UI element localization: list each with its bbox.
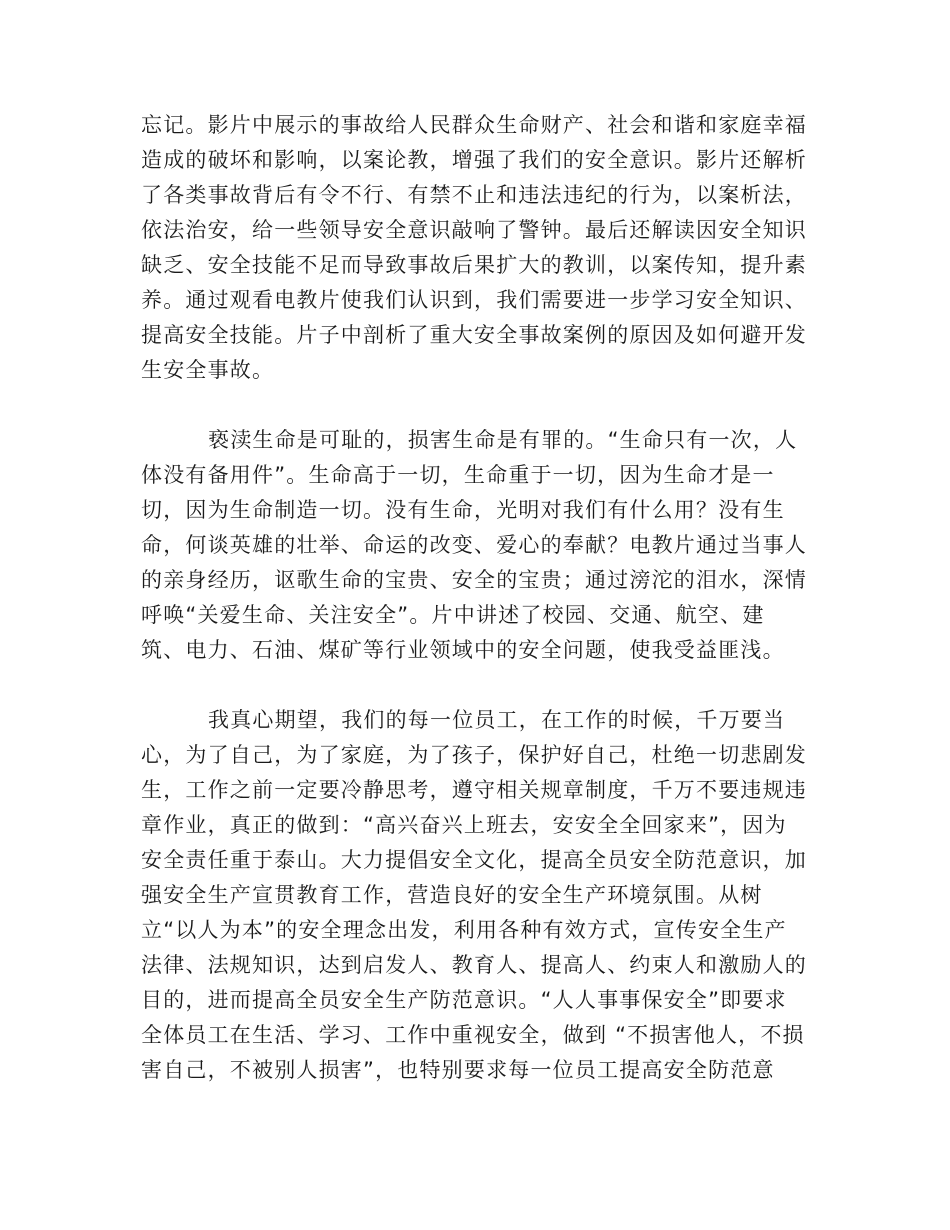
paragraph-2-line-7: 筑、电力、石油、煤矿等行业领域中的安全问题，使我受益匪浅。 xyxy=(141,638,785,662)
paragraph-3-line-10: 全体员工在生活、学习、工作中重视安全，做到 “不损害他人，不损 xyxy=(141,1023,805,1047)
paragraph-3-line-7: 立“以人为本”的安全理念出发，利用各种有效方式，宣传安全生产 xyxy=(141,918,787,942)
paragraph-1-line-2: 造成的破坏和影响，以案论教，增强了我们的安全意识。影片还解析 xyxy=(141,148,807,172)
paragraph-2-line-3: 切，因为生命制造一切。没有生命，光明对我们有什么用？没有生 xyxy=(141,498,785,522)
paragraph-2-line-4: 命，何谈英雄的壮举、命运的改变、爱心的奉献？电教片通过当事人 xyxy=(141,533,807,557)
paragraph-1-line-1: 忘记。影片中展示的事故给人民群众生命财产、社会和谐和家庭幸福 xyxy=(141,113,807,137)
paragraph-1-line-6: 养。通过观看电教片使我们认识到，我们需要进一步学习安全知识、 xyxy=(141,288,807,312)
paragraph-3-line-5: 安全责任重于泰山。大力提倡安全文化，提高全员安全防范意识，加 xyxy=(141,848,807,872)
paragraph-3-line-1: 我真心期望，我们的每一位员工，在工作的时候，千万要当 xyxy=(208,708,786,732)
paragraph-2-line-1: 亵渎生命是可耻的，损害生命是有罪的。“生命只有一次，人 xyxy=(208,428,798,452)
paragraph-3-line-2: 心，为了自己，为了家庭，为了孩子，保护好自己，杜绝一切悲剧发 xyxy=(141,743,807,767)
paragraph-3-line-3: 生，工作之前一定要冷静思考，遵守相关规章制度，千万不要违规违 xyxy=(141,778,807,802)
paragraph-1-line-8: 生安全事故。 xyxy=(141,358,275,382)
paragraph-2-line-6: 呼唤“关爱生命、关注安全”。片中讲述了校园、交通、航空、建 xyxy=(141,603,765,627)
paragraph-1-line-4: 依法治安，给一些领导安全意识敲响了警钟。最后还解读因安全知识 xyxy=(141,218,807,242)
paragraph-3-line-6: 强安全生产宣贯教育工作，营造良好的安全生产环境氛围。从树 xyxy=(141,883,763,907)
paragraph-3-line-9: 目的，进而提高全员安全生产防范意识。“人人事事保安全”即要求 xyxy=(141,988,787,1012)
paragraph-2-line-2: 体没有备用件”。生命高于一切，生命重于一切，因为生命才是一 xyxy=(141,463,775,487)
paragraph-2-line-5: 的亲身经历，讴歌生命的宝贵、安全的宝贵；通过滂沱的泪水，深情 xyxy=(141,568,807,592)
paragraph-3-line-8: 法律、法规知识，达到启发人、教育人、提高人、约束人和激励人的 xyxy=(141,953,807,977)
paragraph-3-line-11: 害自己，不被别人损害”，也特别要求每一位员工提高安全防范意 xyxy=(141,1058,775,1082)
paragraph-1-line-5: 缺乏、安全技能不足而导致事故后果扩大的教训，以案传知，提升素 xyxy=(141,253,807,277)
paragraph-1-line-3: 了各类事故背后有令不行、有禁不止和违法违纪的行为，以案析法， xyxy=(141,183,807,207)
paragraph-3-line-4: 章作业，真正的做到：“高兴奋兴上班去，安安全全回家来”，因为 xyxy=(141,813,787,837)
paragraph-1-line-7: 提高安全技能。片子中剖析了重大安全事故案例的原因及如何避开发 xyxy=(141,323,807,347)
